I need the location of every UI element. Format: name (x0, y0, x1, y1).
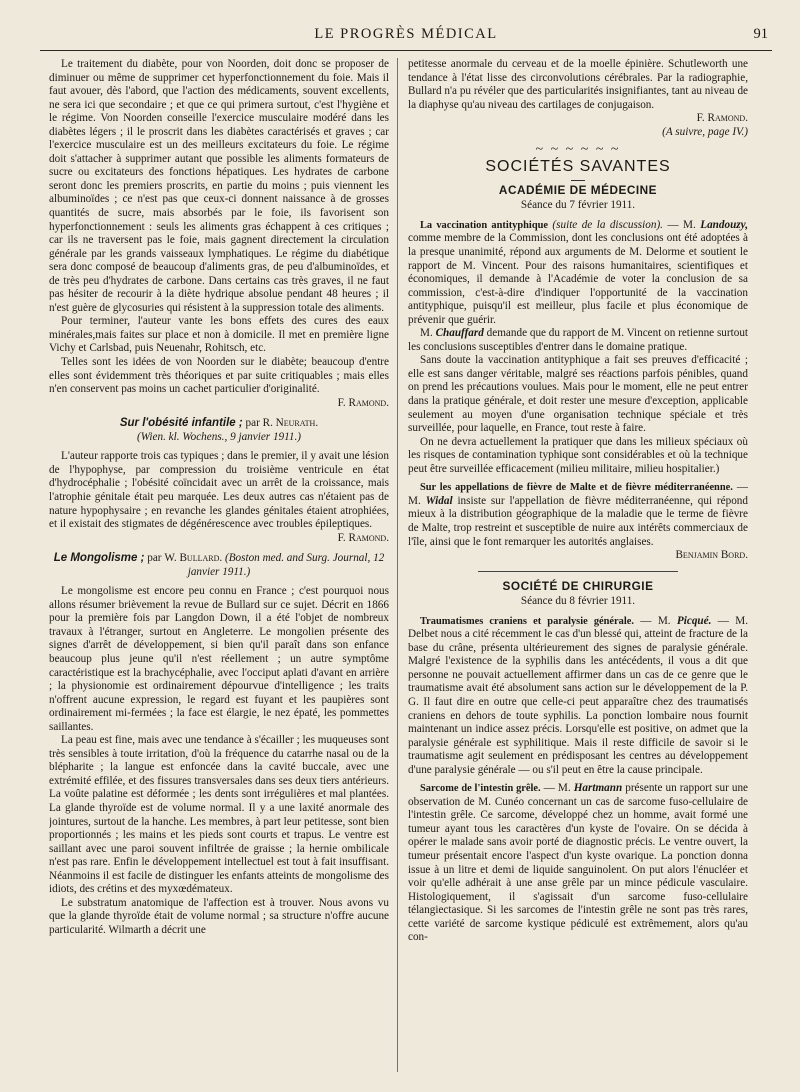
running-header (40, 26, 772, 48)
malte-text: insiste sur l'appellation de fièvre méditerranéenne, qui répond mieux à la distribution géographique de la maladie que le terme de fièvre de Malte, trop restreint et susceptible de nuire aux intérêts commerciaux de l'île, ainsi que le font remarquer les autorités anglaises. (408, 494, 748, 548)
chauffard-paragraph (408, 327, 748, 354)
traumatismes-topic: Traumatismes craniens et paralysie générale. (420, 615, 634, 627)
mongolisme-source: (Boston med. and Surg. Journal, 12 janvier 1911.) (187, 552, 385, 578)
section-heading-societes: SOCIÉTÉS SAVANTES (485, 157, 671, 175)
sarcome-topic: Sarcome de l'intestin grêle. (420, 783, 541, 795)
mongolisme-by: par (147, 552, 162, 565)
diabetes-paragraph-3: Telles sont les idées de von Noorden sur le diabète; beaucoup d'entre elles sont évidemment très théoriques et par suite critiquables ; mais elles n'en conservent pas moins un cachet particulier d'originalité. (49, 356, 389, 396)
mongolisme-title: Le Mongolisme ; (53, 552, 145, 565)
traumatismes-dash: — M. (640, 614, 671, 627)
vaccination-text: comme membre de la Commission, dont les conclusions ont été adoptées à la presque unanimité, répond aux arguments de M. Delorme et soutient le rapport de M. Vincent. Pour des raisons humanitaires, scientifiques et économiques, il demande à l'Académie de voter la conclusion de sa commission, c'est-à-dire d'indiquer l'opportunité de la vaccination antityphique, puisqu'il est meilleur, plus facile et plus économique de prévenir que guérir. (408, 232, 748, 326)
traumatismes-paragraph (408, 615, 748, 778)
vaccination-note: (suite de la discussion). (552, 218, 663, 231)
signature-bord: Benjamin Bord. (675, 549, 748, 562)
mongolisme-paragraph-3: Le substratum anatomique de l'affection est à trouver. Nous avons vu que la glande thyroïde était de volume normal ; sa structure n'offre aucune particularité. Wilmarth a décrit une (49, 896, 389, 936)
chauffard-text: demande que du rapport de M. Vincent on retienne surtout les conclusions susceptibles d'entrer dans le domaine pratique. (408, 327, 748, 353)
vaccination-paragraph (408, 219, 748, 327)
sarcome-paragraph (408, 782, 748, 945)
surgery-heading: SOCIÉTÉ DE CHIRURGIE (502, 578, 654, 593)
header-rule (40, 50, 772, 51)
signature-ramond-2: F. Ramond. (337, 531, 389, 544)
vaccination-paragraph-2: Sans doute la vaccination antityphique a fait ses preuves d'efficacité ; elle est sans danger véritable, malgré ses réactions parfois pénibles, quand on prend les précautions voulues. Mais pour le moment, elle ne peut entrer dans la pratique générale, et doit rester une mesure d'exception, applicable seulement au moyen d'une organisation technique spéciale et très surveillée, pour laquelle, en France, tout reste à faire. (408, 354, 748, 435)
diabetes-paragraph-2: Pour terminer, l'auteur vante les bons effets des cures des eaux minérales,mais faites sur place et non à domicile. Il met en première ligne Vichy et Carlsbad, puis Neuenahr, Rohitsch, etc. (49, 315, 389, 355)
column-divider (397, 58, 398, 1072)
malte-paragraph (408, 481, 748, 549)
traumatismes-text: — M. Delbet nous a cité récemment le cas d'un blessé qui, atteint de fracture de la base du crâne, présenta ultérieurement des signes de paralysie générale. Malgré l'existence de la syphilis dans les antécédents, il vous a dit que personne ne pouvait actuellement affirmer dans un cas de ce genre que le traumatisme avait été absolument sans action sur le développement de la P. G. Il faut dire en outre que celle-ci peut apparaître chez des traumatisés craniens en dehors de toute syphilis. La ponction lombaire nous fournit maintenant un indice assez précis. Lorsqu'elle est positive, on admet que la paralysie générale est syphilitique. Mais il reste difficile de savoir si le traumatisme agit seulement en prédisposant les centres au développement d'une paralysie générale — ou s'il peut en être la cause principale. (408, 614, 748, 776)
obesite-paragraph: L'auteur rapporte trois cas typiques ; dans le premier, il y avait une lésion de l'hypophyse, par compression du troisième ventricule en état d'hydrocéphalie ; l'obésité coïncidait avec un arrêt de la croissance, mais l'atrophie génitale était peu marquée. Les deux autres cas n'étaient pas de nature hypophysaire ; en revanche les glandes génitales étaient atrophiées, et il existait des stigmates de dégénérescence avec troubles épileptiques. (49, 450, 389, 531)
seance-date-2: Séance du 8 février 1911. (520, 595, 636, 608)
seance-date-1: Séance du 7 février 1911. (520, 199, 636, 212)
article-title-obesite (49, 417, 389, 431)
section-rule (478, 571, 678, 572)
vaccination-topic: La vaccination antityphique (420, 219, 548, 231)
academy-heading: ACADÉMIE DE MÉDECINE (498, 182, 658, 197)
speaker-hartmann: Hartmann (573, 782, 623, 795)
speaker-picque: Picqué. (676, 614, 712, 627)
article-title-mongolisme (49, 552, 389, 579)
mongolisme-paragraph-1: Le mongolisme est encore peu connu en France ; c'est pourquoi nous allons résumer brièvement la revue de Bullard sur ce sujet. Décrit en 1866 pour la première fois par Langdon Down, il a été l'objet de nombreux travaux à l'étranger, surtout en Angleterre. Le mongolien présente des signes d'arrêt de développement, si bien qu'il paraît dans son enfance beaucoup plus jeune qu'il n'est réellement ; un autre symptôme caractéristique est la brachycéphalie, avec l'occiput aplati d'avant en arrière ; la physionomie est ordinairement dépourvue d'intelligence ; les traits n'offrent aucune expression, le regard est fuyant et les paupières sont ordinairement mi-fermées ; la face est élargie, le nez épaté, les pommettes saillantes. (49, 585, 389, 733)
speaker-widal: Widal (425, 494, 453, 507)
section-short-rule (571, 180, 585, 181)
mongolisme-paragraph-2: La peau est fine, mais avec une tendance à s'écailler ; les muqueuses sont très sensibles à toute irritation, d'où la fréquence du catarrhe nasal ou de la blépharite ; la langue est enfoncée dans la cavité buccale, avec une extrémité effilée, et des fissures transversales dans ses deux tiers antérieurs. La voûte palatine est déformée ; les dents sont irrégulières et mal plantées. La glande thyroïde est de volume normal. Il y a une laxité anormale des jointures, surtout de la hanche. Les membres, à part leur petitesse, sont bien proportionnés ; les mains et les pieds sont courts et trapus. Le ventre est saillant avec une paroi souvent infiltrée de graisse ; la hernie ombilicale n'est pas rare. Enfin le développement intellectuel est tout à fait insuffisant. Néanmoins il est facile de distinguer les enfants atteints de mongolisme des idiots, des crétins et des myxœdémateux. (49, 734, 389, 896)
malte-topic: Sur les appellations de fièvre de Malte et de fièvre méditerranéenne. (420, 482, 733, 494)
signature-ramond-1: F. Ramond. (337, 396, 389, 409)
mongolisme-continued: petitesse anormale du cerveau et de la moelle épinière. Schutleworth une tendance à l'état lisse des circonvolutions cérébrales. Par la radiographie, Bullard n'a pu révéler que des particularités insignifiantes, tant au niveau de la diaphyse qu'au niveau des cartilages de conjugaison. (408, 58, 748, 111)
obesite-author: R. Neurath. (262, 417, 319, 430)
obesite-by: par (245, 417, 260, 430)
page-number: 91 (753, 26, 768, 42)
obesite-title: Sur l'obésité infantile ; (119, 417, 243, 430)
chauffard-m: M. (420, 327, 433, 340)
vaccination-paragraph-3: On ne devra actuellement la pratiquer que dans les milieux spéciaux où les risques de contamination typhique sont considérables et où la technique peut être surveillée efficacement (milieu militaire, milieu hospitalier.) (408, 435, 748, 475)
right-column (408, 58, 748, 1078)
obesite-source: (Wien. kl. Wochens., 9 janvier 1911.) (136, 430, 302, 443)
speaker-chauffard: Chauffard (435, 327, 484, 340)
mongolisme-author: W. Bullard. (164, 552, 223, 565)
malte-dash: — M. (408, 481, 748, 507)
sarcome-dash: — M. (543, 782, 571, 795)
signature-ramond-3: F. Ramond. (696, 112, 748, 125)
continuation-note: (A suivre, page IV.) (662, 125, 748, 138)
left-column (49, 58, 389, 1078)
speaker-landouzy: Landouzy, (700, 218, 748, 231)
vaccination-dash: — M. (667, 218, 696, 231)
journal-title: LE PROGRÈS MÉDICAL (314, 26, 498, 42)
diabetes-paragraph-1: Le traitement du diabète, pour von Noorden, doit donc se proposer de diminuer ou même de supprimer cet hyperfonctionnement du foie. Mais il faut avouer, dès l'abord, que l'action des médicaments, souvent excellents, ne sera ici que secondaire ; et que ce qui primera surtout, c'est l'hygiène et le régime. Von Noorden conseille l'exercice musculaire modéré dans les diabètes légers ; il le proscrit dans les diabètes caractérisés et graves ; car l'exercice musculaire est un des meilleurs excitateurs du foie. Le régime doit s'attacher à supprimer autant que possible les aliments formateurs de sucre ou excitateurs des fonctions hépatiques. Les hydrates de carbone seront donc les premiers proscrits, en partie du moins ; puis viennent les albuminoïdes ; ce n'est pas que ceux-ci donnent naissance à de grosses quantités de sucre, mais absorbés par le foie, ils favorisent son hyperfonctionnement : seuls les aliments gras échappent à ces critiques ; car ils ne traversent pas le foie, mais gagnent directement la circulation générale par les grands vaisseaux lymphatiques. Le régime du diabétique sera donc composé de beaucoup d'aliments gras, de peu d'albuminoïdes, et de très peu d'hydrates de carbone. Dans certains cas très graves, il ne faut pas hésiter de recourir à la diète hydrique absolue pendant 48 heures ; il n'est guère de glycosuries qui résistent à la suppression totale des aliments. (49, 58, 389, 314)
sarcome-text: présente un rapport sur une observation de M. Cunéo concernant un cas de sarcome fuso-cellulaire de l'intestin grêle. Ce sarcome, développé chez un homme, avait formé une tumeur ayant tous les caractères d'un kyste de l'ovaire. On se décida à opérer le malade sans avoir porté de diagnostic précis. Le ventre ouvert, la tumeur présentait encore l'aspect d'un kyste ovarique. La ponction donna issue à un litre et demi de liquide sanguinolent. On put alors l'énucléer et voir qu'elle adhérait à une anse grêle par un mince pédicule vasculaire. Histologiquement, il s'agissait d'un sarcome fuso-cellulaire télangiectasique. Si les sarcomes de l'intestin grêle ne sont pas très rares, cette variété de sarcome kystique pédiculé est extrêmement, alors qu'au con- (408, 782, 748, 944)
ornament-divider: ~ ~ ~ ~ ~ ~ (535, 142, 621, 158)
